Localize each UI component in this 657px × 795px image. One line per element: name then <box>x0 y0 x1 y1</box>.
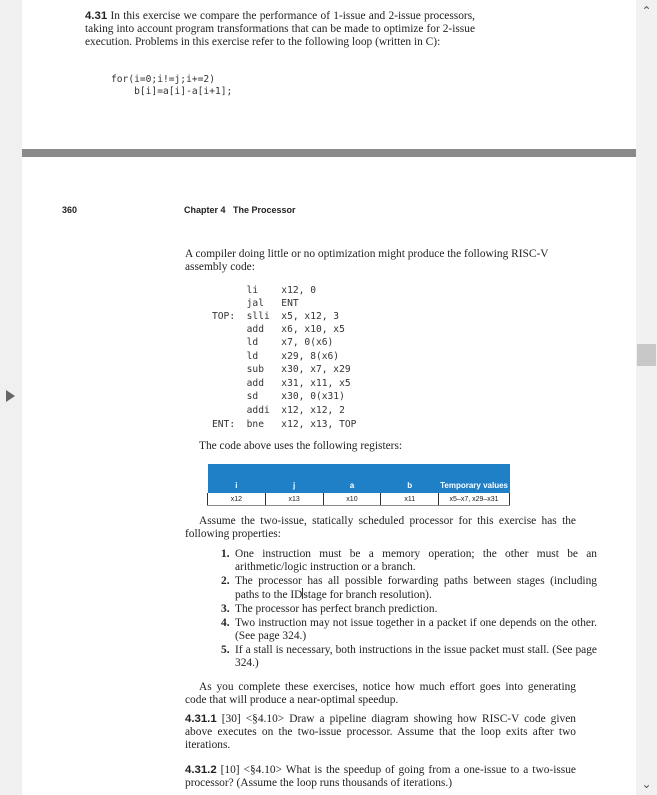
asm-line: jal ENT <box>212 298 299 309</box>
subproblem-2 <box>185 764 576 790</box>
closing-text: As you complete these exercises, notice how much effort goes into generating code that will produce a near-optimal speedup. <box>185 681 576 706</box>
play-arrow-icon[interactable] <box>6 390 15 402</box>
asm-line: TOP: slli x5, x12, 3 <box>212 311 340 322</box>
asm-line: li x12, 0 <box>212 285 316 296</box>
asm-line: add x31, x11, x5 <box>212 378 351 389</box>
page-number: 360 <box>62 205 78 215</box>
properties-list <box>221 548 597 671</box>
header-b: b <box>381 464 439 493</box>
subproblem-1 <box>185 713 576 752</box>
chapter-title: The Processor <box>233 205 296 215</box>
list-item <box>221 575 597 602</box>
list-number: 5. <box>221 644 230 656</box>
asm-line: ld x29, 8(x6) <box>212 351 340 362</box>
asm-line: sd x30, 0(x31) <box>212 391 345 402</box>
page-divider <box>22 149 636 157</box>
asm-line: ld x7, 0(x6) <box>212 337 334 348</box>
header-temporary-values: Temporary values <box>439 464 510 493</box>
header-i: i <box>208 464 266 493</box>
list-item <box>221 617 597 643</box>
list-text: Two instruction may not issue together in a packet if one depends on the other. (See page 324.) <box>235 617 597 642</box>
compiler-intro: A compiler doing little or no optimization might produce the following RISC-V assembly code: <box>185 248 549 273</box>
scroll-up-icon[interactable]: ⌃ <box>641 4 652 18</box>
list-number: 1. <box>221 548 230 560</box>
list-number: 4. <box>221 617 230 629</box>
chapter-label: Chapter 4 <box>184 205 226 215</box>
asm-line: sub x30, x7, x29 <box>212 364 351 375</box>
asm-line: add x6, x10, x5 <box>212 324 345 335</box>
scroll-down-icon[interactable]: ⌄ <box>641 777 652 791</box>
exercise-number: 4.31 <box>85 10 108 22</box>
list-text: The processor has perfect branch prediction. <box>235 603 438 615</box>
vertical-scrollbar[interactable] <box>636 0 657 795</box>
subproblem-tag: [10] <§4.10> <box>220 764 283 776</box>
exercise-intro-text: In this exercise we compare the performance of 1-issue and 2-issue processors, taking into account program transformations that can be made to optimize for 2-issue execution. Problems in this exercise refer to the following loop (written in C): <box>85 10 475 48</box>
registers-intro: The code above uses the following registers: <box>199 440 403 452</box>
list-text: If a stall is necessary, both instructions in the issue packet must stall. (See page 324.) <box>235 644 597 669</box>
list-item <box>221 548 597 574</box>
asm-line: addi x12, x12, 2 <box>212 405 345 416</box>
list-number: 3. <box>221 603 230 615</box>
cell-j: x13 <box>265 493 323 506</box>
list-item <box>221 603 597 616</box>
subproblem-id: 4.31.1 <box>185 713 217 725</box>
cell-a: x10 <box>323 493 381 506</box>
list-number: 2. <box>221 575 230 587</box>
subproblem-text: What is the speedup of going from a one-issue to a two-issue processor? (Assume the loop runs thousands of iterations.) <box>185 764 576 789</box>
list-text: The processor has all possible forwarding paths between stages (including paths to the ID <box>235 575 597 601</box>
list-item <box>221 644 597 670</box>
c-code-line-2: b[i]=a[i]-a[i+1]; <box>111 86 233 97</box>
subproblem-id: 4.31.2 <box>185 764 217 776</box>
subproblem-tag: [30] <§4.10> <box>221 713 285 725</box>
cell-b: x11 <box>381 493 439 506</box>
cell-temporary: x5–x7, x29–x31 <box>439 493 510 506</box>
cell-i: x12 <box>208 493 266 506</box>
list-text: stage for branch resolution). <box>303 589 432 601</box>
table-row <box>208 493 510 506</box>
exercise-intro <box>85 10 475 49</box>
register-table <box>207 464 510 506</box>
c-code-line-1: for(i=0;i!=j;i+=2) <box>111 74 215 85</box>
chapter-header <box>184 205 296 215</box>
subproblem-text: Draw a pipeline diagram showing how RISC-V code given above executes on the two-issue processor. Assume that the loop exits after two iterations. <box>185 713 576 751</box>
left-gutter <box>0 0 22 795</box>
asm-line: ENT: bne x12, x13, TOP <box>212 419 357 430</box>
header-j: j <box>265 464 323 493</box>
scrollbar-thumb[interactable] <box>637 344 656 366</box>
document-page <box>22 0 636 795</box>
assume-text: Assume the two-issue, statically scheduled processor for this exercise has the following properties: <box>185 515 576 540</box>
list-text: One instruction must be a memory operation; the other must be an arithmetic/logic instruction or a branch. <box>235 548 597 573</box>
header-a: a <box>323 464 381 493</box>
